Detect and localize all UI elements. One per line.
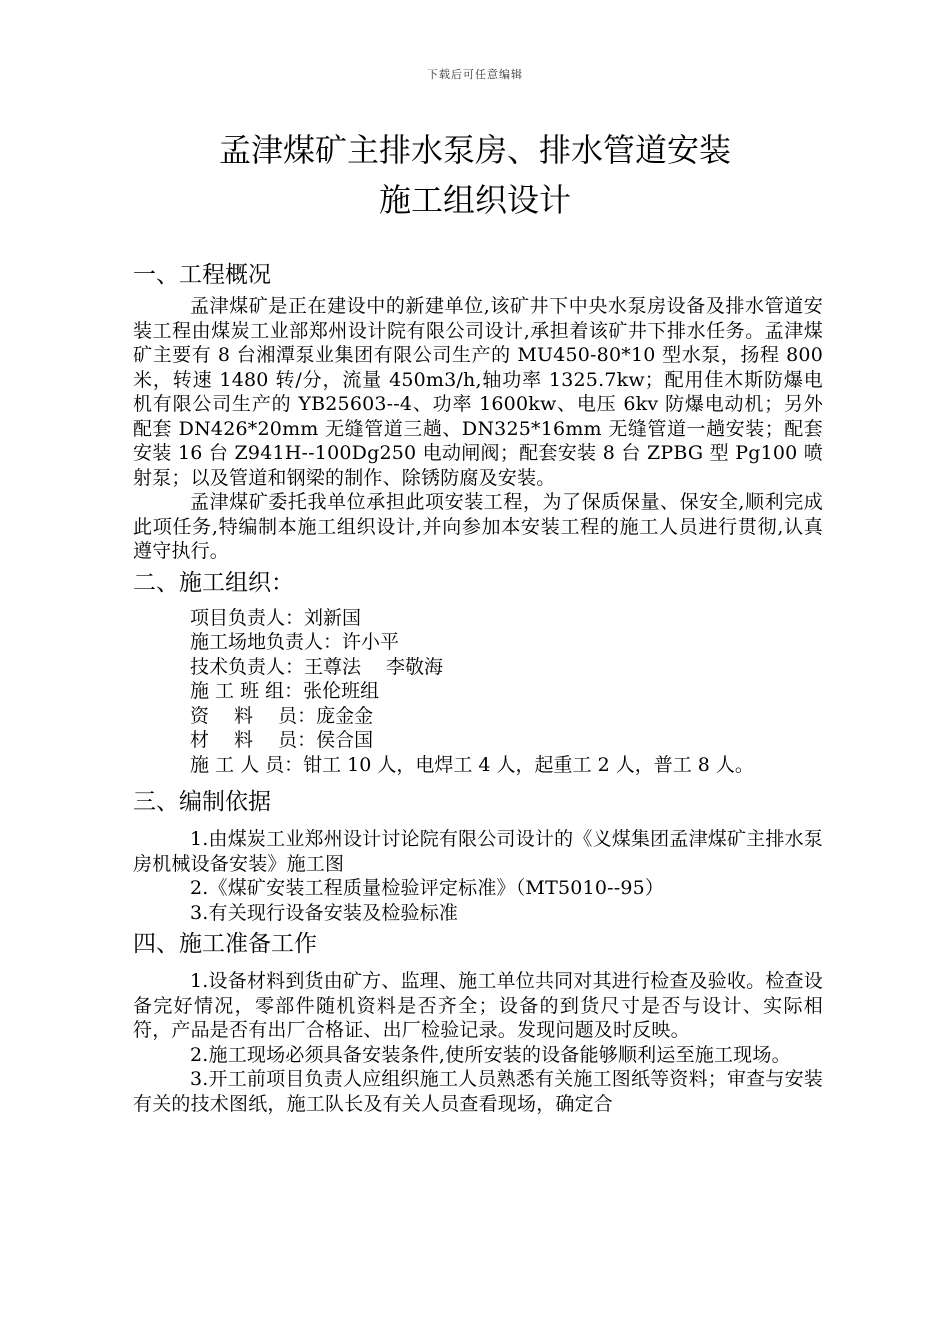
org-row-records-clerk: 资 料 员：庞金金 — [190, 704, 374, 727]
org-row-tech-lead: 技术负责人：王尊法 李敬海 — [190, 655, 444, 678]
org-row-workers: 施 工 人 员：钳工 10 人，电焊工 4 人，起重工 2 人，普工 8 人。 — [190, 753, 754, 776]
basis-item-2: 2.《煤矿安装工程质量检验评定标准》（MT5010--95） — [190, 877, 665, 899]
org-row-project-lead: 项目负责人：刘新国 — [190, 606, 362, 629]
preparation-item-3: 3.开工前项目负责人应组织施工人员熟悉有关施工图纸等资料；审查与安装有关的技术图纸，施工队长及有关人员查看现场，确定合 — [133, 1068, 823, 1115]
overview-paragraph-2: 孟津煤矿委托我单位承担此项安装工程，为了保质保量、保安全,顺利完成此项任务,特编制本施工组织设计,并向参加本安装工程的施工人员进行贯彻,认真遵守执行。 — [133, 491, 823, 562]
basis-item-1: 1.由煤炭工业郑州设计讨论院有限公司设计的《义煤集团孟津煤矿主排水泵房机械设备安装》施工图 — [133, 828, 823, 875]
section-heading-organization: 二、施工组织： — [133, 569, 294, 596]
preparation-item-1: 1.设备材料到货由矿方、监理、施工单位共同对其进行检查及验收。检查设备完好情况，零部件随机资料是否齐全；设备的到货尺寸是否与设计、实际相符，产品是否有出厂合格证、出厂检验记录。发现问题及时反映。 — [133, 970, 823, 1041]
org-row-site-lead: 施工场地负责人：许小平 — [190, 631, 400, 653]
overview-paragraph-1: 孟津煤矿是正在建设中的新建单位,该矿井下中央水泵房设备及排水管道安装工程由煤炭工业部郑州设计院有限公司设计,承担着该矿井下排水任务。孟津煤矿主要有 8 台湘潭泵业集团有限公司生产的 MU450-80*10 型水泵，扬程 800 米，转速 1480 转/分，流量 450m3/h,轴功率 1325.7kw；配用佳木斯防爆电机有限公司生产的 YB25603--4、功率 1600kw、电压 6kv 防爆电动机；另外配套 DN426*20mm 无缝管道三趟、DN325*16mm 无缝管道一趟安装；配套安装 16 台 Z941H--100Dg250 电动闸阀；配套安装 8 台 ZPBG 型 Pg100 喷射泵；以及管道和钢梁的制作、除锈防腐及安装。 — [133, 295, 823, 489]
section-heading-basis: 三、编制依据 — [133, 789, 271, 815]
document-title-line-1: 孟津煤矿主排水泵房、排水管道安装 — [218, 131, 731, 169]
header-note: 下载后可任意编辑 — [427, 68, 523, 81]
org-row-team: 施 工 班 组：张伦班组 — [190, 680, 380, 702]
document-title-line-2: 施工组织设计 — [378, 181, 571, 219]
section-heading-overview: 一、工程概况 — [133, 262, 271, 288]
organization-list — [190, 606, 823, 778]
document-body — [133, 256, 823, 1116]
basis-item-3: 3.有关现行设备安装及检验标准 — [190, 901, 459, 924]
preparation-item-2: 2.施工现场必须具备安装条件,使所安装的设备能够顺利运至施工现场。 — [190, 1043, 791, 1066]
section-heading-preparation: 四、施工准备工作 — [133, 931, 317, 957]
org-row-materials-clerk: 材 料 员：侯合国 — [190, 729, 374, 751]
